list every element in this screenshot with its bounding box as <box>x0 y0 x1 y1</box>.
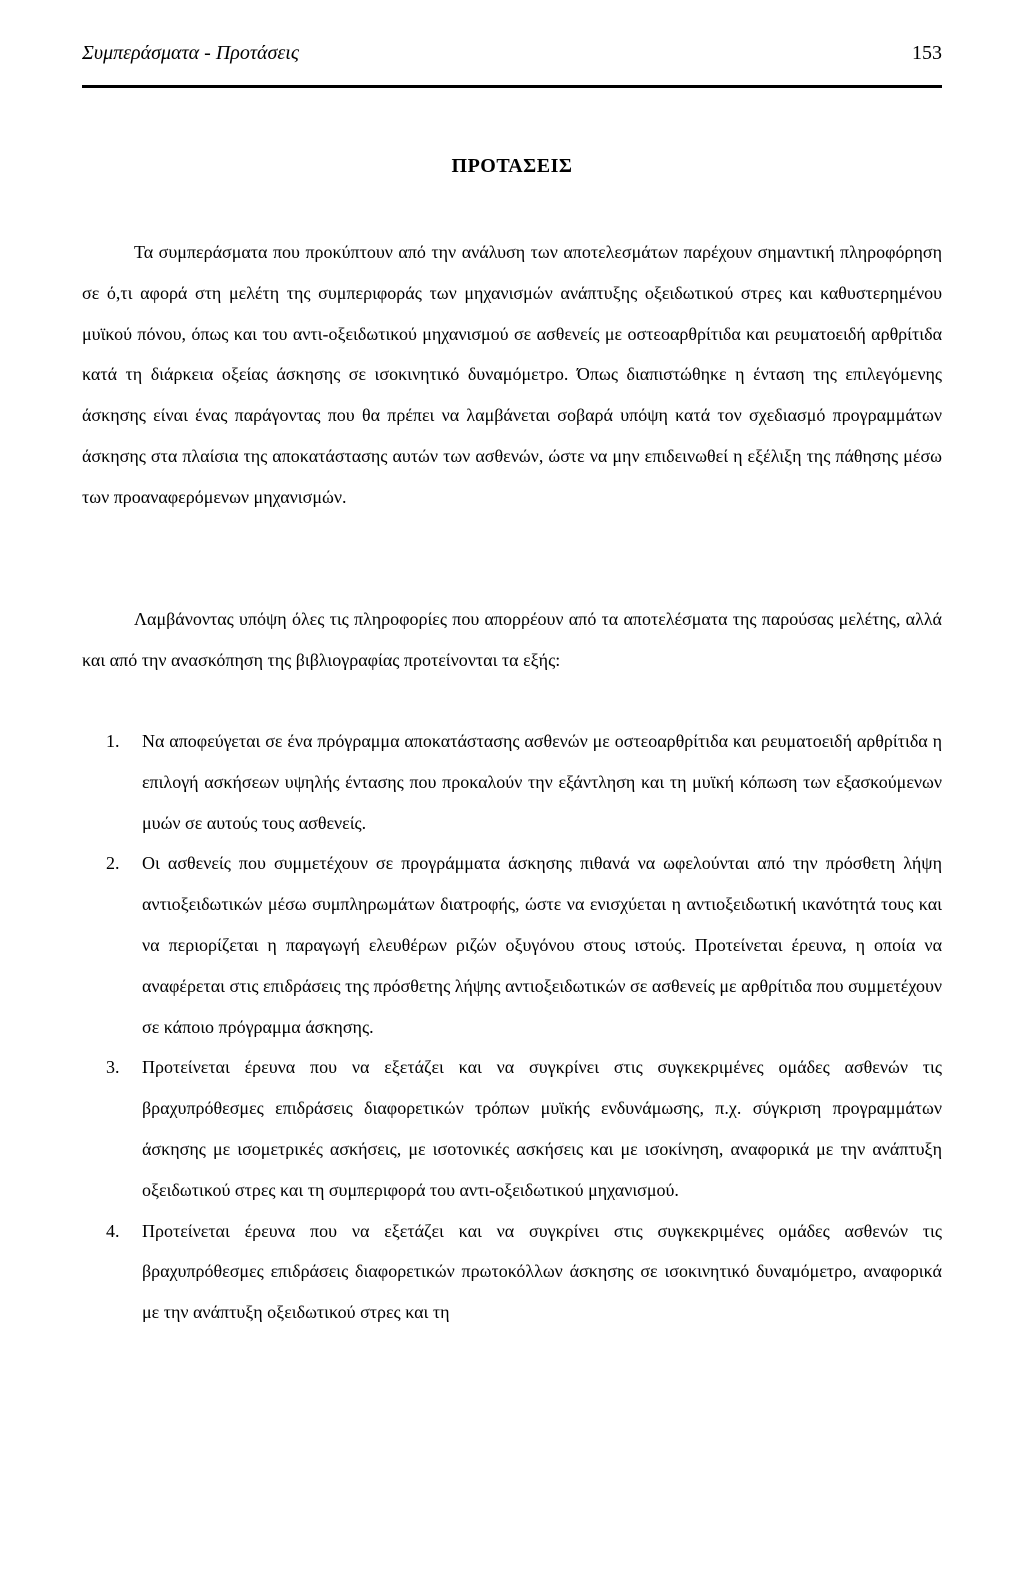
list-item-number: 2. <box>106 853 120 874</box>
section-title: ΠΡΟΤΑΣΕΙΣ <box>451 155 573 177</box>
lead-in-paragraph: Λαμβάνοντας υπόψη όλες τις πληροφορίες που απορρέουν από τα αποτελέσματα της παρούσας μελέτης, αλλά και από την ανασκόπηση της βιβλιογραφίας προτείνονται τα εξής: <box>82 609 942 670</box>
list-item-text: Να αποφεύγεται σε ένα πρόγραμμα αποκατάστασης ασθενών με οστεοαρθρίτιδα και ρευματοειδή αρθρίτιδα η επιλογή ασκήσεων υψηλής έντασης που προκαλούν την εξάντληση και τη μυϊκή κόπωση των εξασκούμενων μυών σε αυτούς τους ασθενείς. <box>142 731 942 833</box>
list-item-text: Προτείνεται έρευνα που να εξετάζει και να συγκρίνει στις συγκεκριμένες ομάδες ασθενών τις βραχυπρόθεσμες επιδράσεις διαφορετικών τρόπων μυϊκής ενδυνάμωσης, π.χ. σύγκριση προγραμμάτων άσκησης με ισομετρικές ασκήσεις, με ισοτονικές ασκήσεις και με ισοκίνηση, αναφορικά με την ανάπτυξη οξειδωτικού στρες και τη συμπεριφορά του αντι-οξειδωτικού μηχανισμού. <box>142 1057 942 1200</box>
running-header <box>82 42 942 82</box>
list-item <box>82 1047 942 1210</box>
list-item-text: Οι ασθενείς που συμμετέχουν σε προγράμματα άσκησης πιθανά να ωφελούνται από την πρόσθετη λήψη αντιοξειδωτικών μέσω συμπληρωμάτων διατροφής, ώστε να ενισχύεται η αντιοξειδωτική ικανότητά τους και να περιορίζεται η παραγωγή ελευθέρων ριζών οξυγόνου στους ιστούς. Προτείνεται έρευνα, η οποία να αναφέρεται στις επιδράσεις της πρόσθετης λήψης αντιοξειδωτικών σε ασθενείς με αρθρίτιδα που συμμετέχουν σε κάποιο πρόγραμμα άσκησης. <box>142 853 942 1037</box>
page-number: 153 <box>912 42 942 64</box>
list-item <box>82 721 942 843</box>
intro-paragraph: Τα συμπεράσματα που προκύπτουν από την ανάλυση των αποτελεσμάτων παρέχουν σημαντική πληροφόρηση σε ό,τι αφορά στη μελέτη της συμπεριφοράς των μηχανισμών ανάπτυξης οξειδωτικού στρες και καθυστερημένου μυϊκού πόνου, όπως και του αντι-οξειδωτικού μηχανισμού σε ασθενείς με οστεοαρθρίτιδα και ρευματοειδή αρθρίτιδα κατά τη διάρκεια οξείας άσκησης σε ισοκινητικό δυναμόμετρο. Όπως διαπιστώθηκε η ένταση της επιλεγόμενης άσκησης είναι ένας παράγοντας που θα πρέπει να λαμβάνεται σοβαρά υπόψη κατά τον σχεδιασμό προγραμμάτων άσκησης στα πλαίσια της αποκατάστασης αυτών των ασθενών, ώστε να μην επιδεινωθεί η εξέλιξη της πάθησης μέσω των προαναφερόμενων μηχανισμών. <box>82 242 942 507</box>
list-item-number: 1. <box>106 731 120 751</box>
list-item-number: 3. <box>106 1057 120 1078</box>
header-divider <box>82 85 942 88</box>
list-item-text: Προτείνεται έρευνα που να εξετάζει και να συγκρίνει στις συγκεκριμένες ομάδες ασθενών τις βραχυπρόθεσμες επιδράσεις διαφορετικών πρωτοκόλλων άσκησης σε ισοκινητικό δυναμόμετρο, αναφορικά με την ανάπτυξη οξειδωτικού στρες και τη <box>142 1220 942 1323</box>
list-item <box>82 1211 942 1333</box>
list-item-number: 4. <box>106 1220 120 1241</box>
running-header-title: Συμπεράσματα - Προτάσεις <box>82 42 299 64</box>
proposals-list <box>82 721 942 1333</box>
list-item <box>82 843 942 1047</box>
